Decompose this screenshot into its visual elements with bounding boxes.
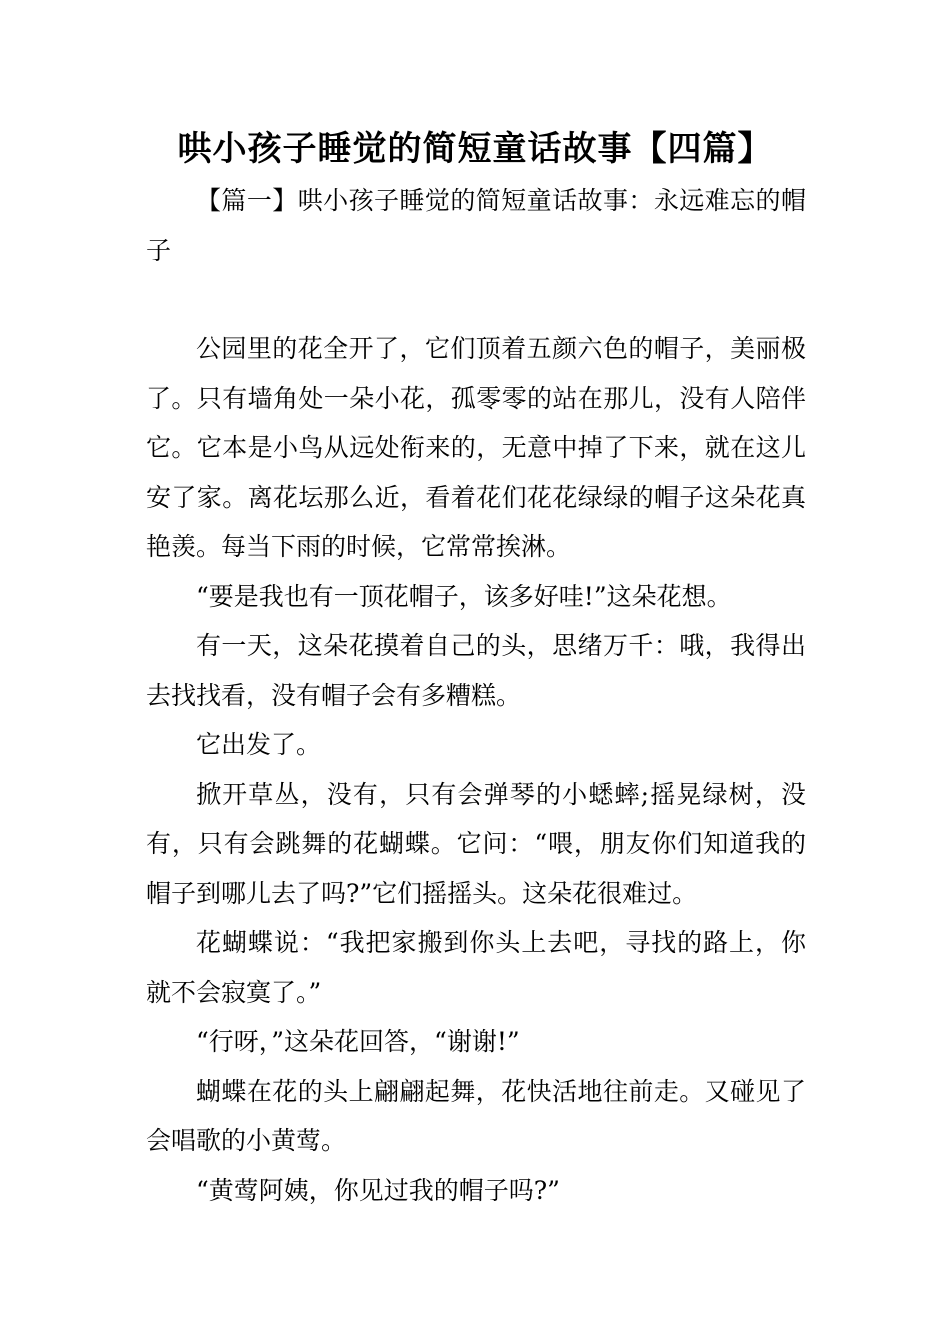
- section-heading: 【篇一】哄小孩子睡觉的简短童话故事：永远难忘的帽子: [146, 186, 806, 265]
- paragraph: 掀开草丛，没有，只有会弹琴的小蟋蟀;摇晃绿树，没有，只有会跳舞的花蝴蝶。它问：“喂，朋友你们知道我的帽子到哪儿去了吗?”它们摇摇头。这朵花很难过。: [146, 779, 806, 908]
- paragraph: 蝴蝶在花的头上翩翩起舞，花快活地往前走。又碰见了会唱歌的小黄莺。: [146, 1076, 806, 1155]
- paragraph: “黄莺阿姨，你见过我的帽子吗?”: [196, 1175, 560, 1205]
- document-body: [146, 176, 806, 1215]
- paragraph: 有一天，这朵花摸着自己的头，思绪万千：哦，我得出去找找看，没有帽子会有多糟糕。: [146, 631, 806, 710]
- paragraph: “要是我也有一顶花帽子，该多好哇!”这朵花想。: [196, 581, 732, 611]
- paragraph: 花蝴蝶说：“我把家搬到你头上去吧，寻找的路上，你就不会寂寞了。”: [146, 928, 806, 1007]
- paragraph: 它出发了。: [196, 730, 322, 759]
- paragraph: 公园里的花全开了，它们顶着五颜六色的帽子，美丽极了。只有墙角处一朵小花，孤零零的站在那儿，没有人陪伴它。它本是小鸟从远处衔来的，无意中掉了下来，就在这儿安了家。离花坛那么近，看着花们花花绿绿的帽子这朵花真艳羡。每当下雨的时候，它常常挨淋。: [146, 334, 806, 561]
- document-title: 哄小孩子睡觉的简短童话故事【四篇】: [177, 129, 773, 169]
- paragraph: “行呀，”这朵花回答，“谢谢!”: [196, 1027, 520, 1056]
